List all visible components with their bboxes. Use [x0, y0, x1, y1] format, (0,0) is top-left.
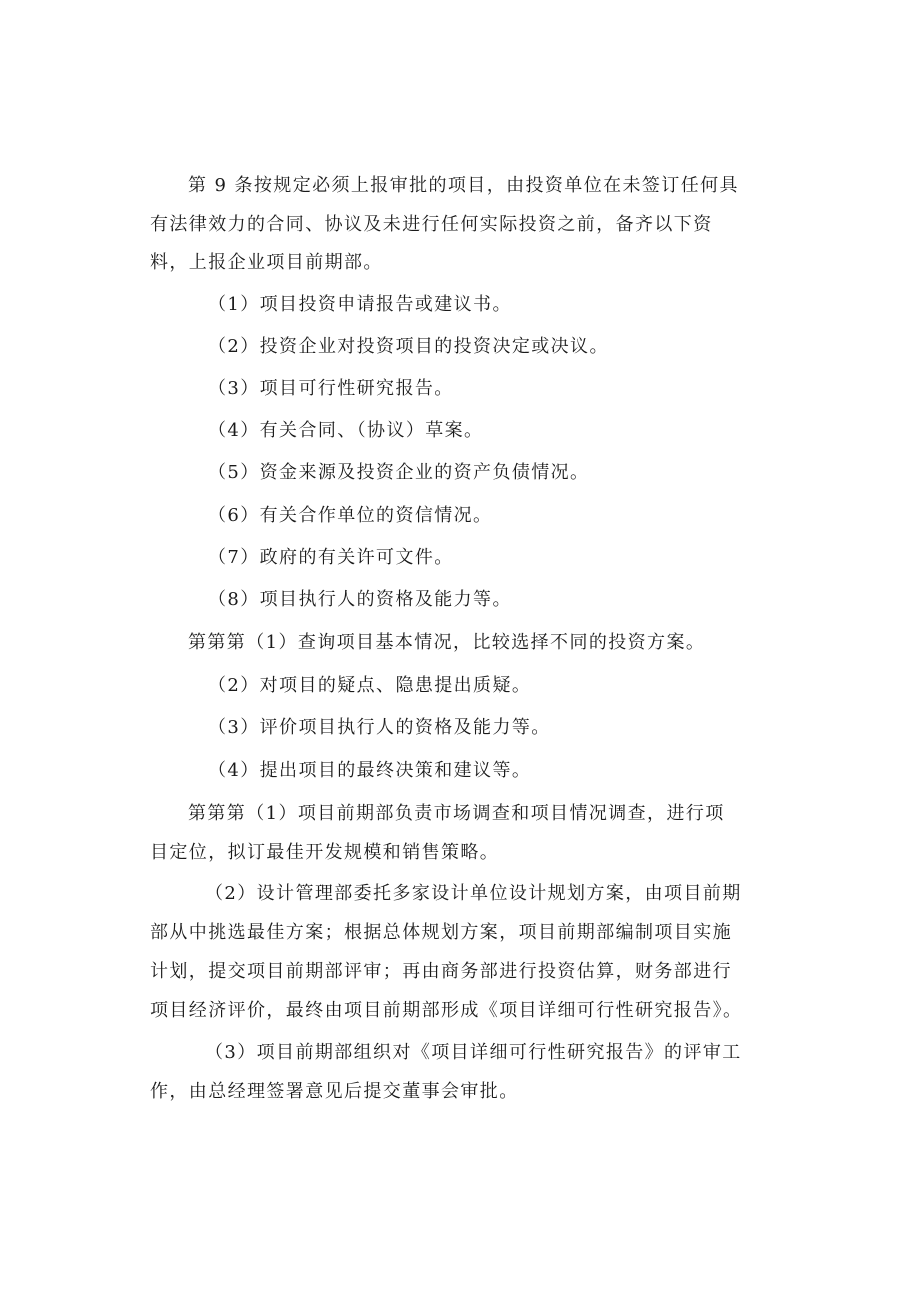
material-item-6: （6）有关合作单位的资信情况。: [208, 505, 493, 526]
article9-line-2: 有法律效力的合同、协议及未进行任何实际投资之前，备齐以下资: [150, 214, 713, 235]
material-item-4: （4）有关合同、（协议）草案。: [208, 420, 484, 441]
article9-line-1: 第 9 条按规定必须上报审批的项目，由投资单位在未签订任何具: [188, 175, 739, 196]
material-item-5: （5）资金来源及投资企业的资产负债情况。: [208, 462, 590, 483]
procedure-p3-line-2: 作，由总经理签署意见后提交董事会审批。: [150, 1081, 519, 1102]
procedure-p1-line-1: 第第第（1）项目前期部负责市场调查和项目情况调查，进行项: [188, 803, 725, 824]
review-item-3: （3）评价项目执行人的资格及能力等。: [208, 717, 551, 738]
review-line-1: 第第第（1）查询项目基本情况，比较选择不同的投资方案。: [188, 632, 706, 653]
review-item-4: （4）提出项目的最终决策和建议等。: [208, 760, 532, 781]
procedure-p2-line-4: 项目经济评价，最终由项目前期部形成《项目详细可行性研究报告》。: [150, 1000, 743, 1021]
material-item-1: （1）项目投资申请报告或建议书。: [208, 294, 512, 315]
article9-line-3: 料，上报企业项目前期部。: [150, 252, 383, 273]
procedure-p2-line-1: （2）设计管理部委托多家设计单位设计规划方案，由项目前期: [205, 883, 742, 904]
procedure-p2-line-3: 计划，提交项目前期部评审；再由商务部进行投资估算，财务部进行: [150, 961, 732, 982]
material-item-3: （3）项目可行性研究报告。: [208, 378, 454, 399]
procedure-p3-line-1: （3）项目前期部组织对《项目详细可行性研究报告》的评审工: [205, 1042, 742, 1063]
material-item-8: （8）项目执行人的资格及能力等。: [208, 589, 512, 610]
procedure-p2-line-2: 部从中挑选最佳方案；根据总体规划方案，项目前期部编制项目实施: [150, 922, 732, 943]
material-item-2: （2）投资企业对投资项目的投资决定或决议。: [208, 336, 609, 357]
material-item-7: （7）政府的有关许可文件。: [208, 547, 454, 568]
review-item-2: （2）对项目的疑点、隐患提出质疑。: [208, 675, 532, 696]
procedure-p1-line-2: 目定位，拟订最佳开发规模和销售策略。: [150, 842, 500, 863]
